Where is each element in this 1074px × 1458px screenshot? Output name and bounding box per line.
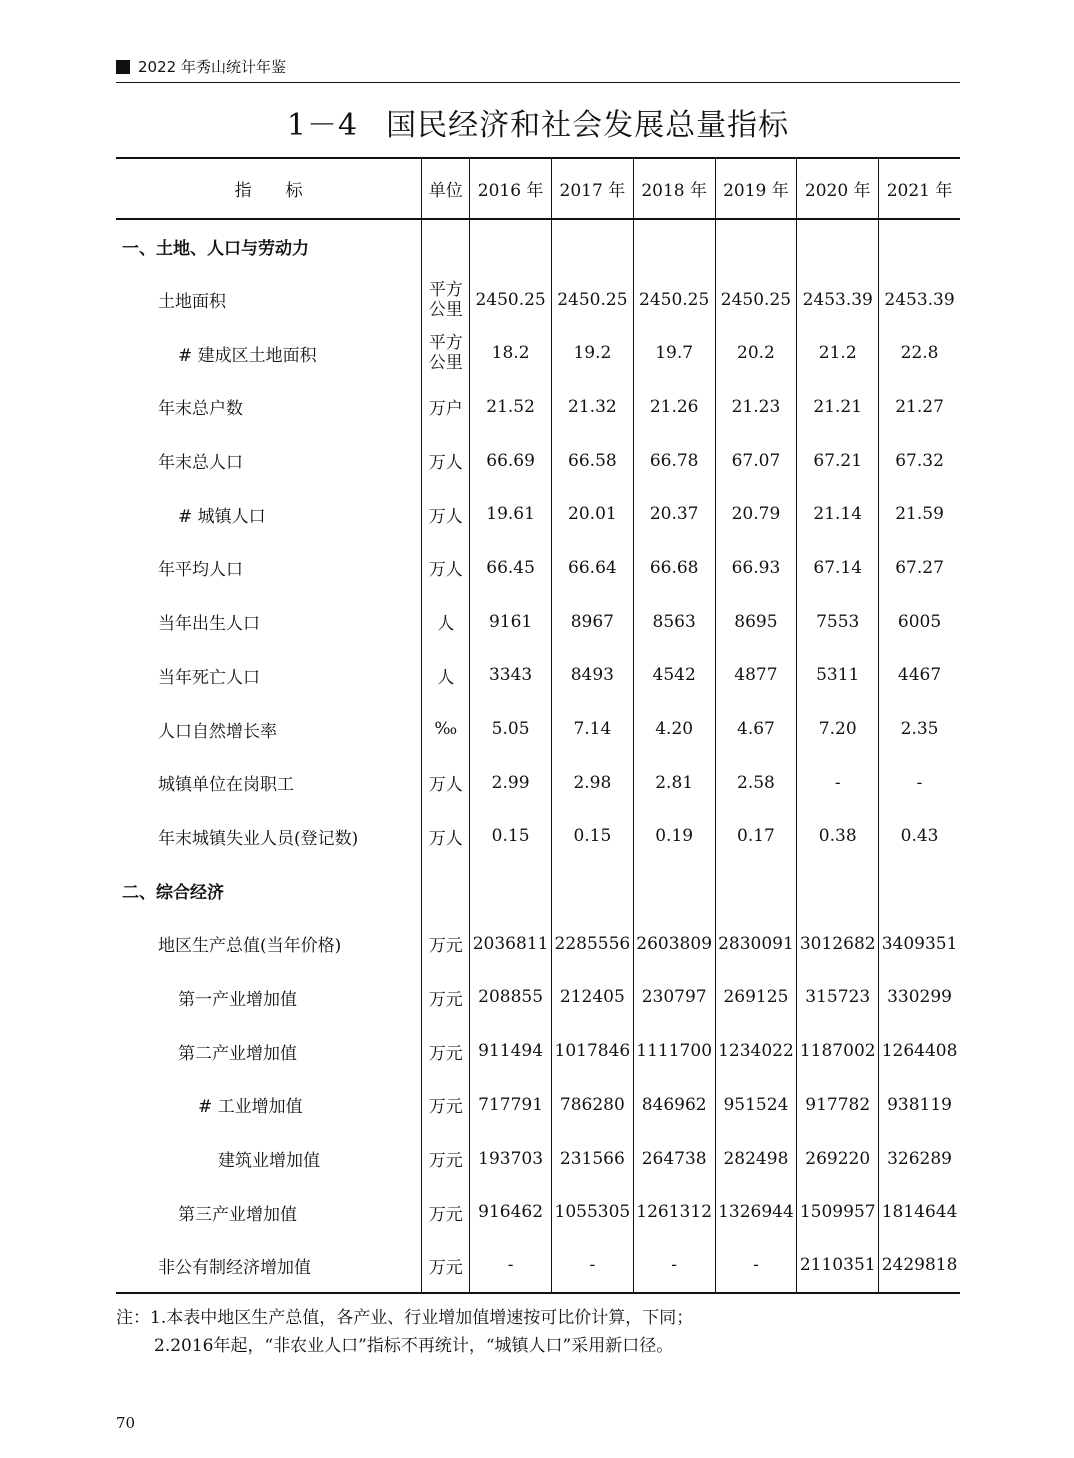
value-cell: 7.20 [797,702,879,756]
table-row [116,1185,960,1239]
indicator-name: 第三产业增加值 [178,1204,297,1225]
indicator-name: 第二产业增加值 [178,1043,297,1064]
unit-cell [422,810,470,864]
unit-text: 人 [437,614,455,635]
table-row [116,702,960,756]
value-cell [797,863,879,917]
value-cell: 22.8 [879,326,960,380]
table-code: 1－4 [286,108,359,143]
value-cell: 1017846 [551,1024,633,1078]
value-cell: 231566 [551,1132,633,1186]
value-cell: 21.23 [715,380,797,434]
unit-text: 万元 [428,1204,463,1225]
unit-cell [422,380,470,434]
value-cell: 1234022 [715,1024,797,1078]
table-row [116,326,960,380]
value-cell: 20.01 [551,487,633,541]
value-cell [470,219,552,273]
unit-cell [422,863,470,917]
value-cell: 67.21 [797,434,879,488]
value-cell: 4542 [633,649,715,703]
indicator-name: 非公有制经济增加值 [116,1239,422,1293]
value-cell: 269220 [797,1132,879,1186]
value-cell: 66.64 [551,541,633,595]
value-cell: - [633,1239,715,1293]
unit-cell [422,971,470,1025]
value-cell: 7.14 [551,702,633,756]
value-cell: 0.19 [633,810,715,864]
unit-text: ‰ [434,719,458,740]
value-cell: 21.59 [879,487,960,541]
value-cell: 1326944 [715,1185,797,1239]
indicator-name: 城镇单位在岗职工 [158,775,294,796]
value-cell: 212405 [551,971,633,1025]
value-cell [551,863,633,917]
table-row [116,487,960,541]
page-number: 70 [116,1414,136,1432]
table-row [116,1132,960,1186]
header-text: 2022 年秀山统计年鉴 [138,58,286,76]
value-cell: 717791 [470,1078,552,1132]
value-cell: 67.27 [879,541,960,595]
unit-cell [422,595,470,649]
value-cell: 4467 [879,649,960,703]
section-heading: 二、综合经济 [122,882,224,903]
value-cell: 208855 [470,971,552,1025]
value-cell: 911494 [470,1024,552,1078]
value-cell: - [797,756,879,810]
value-cell [797,219,879,273]
value-cell: 21.2 [797,326,879,380]
value-cell: - [715,1239,797,1293]
value-cell: 2.99 [470,756,552,810]
value-cell: - [470,1239,552,1293]
value-cell: 269125 [715,971,797,1025]
unit-cell [422,219,470,273]
value-cell: 2.58 [715,756,797,810]
unit-text: 平方公里 [428,279,463,320]
value-cell: 67.32 [879,434,960,488]
table-row [116,756,960,810]
value-cell: 21.21 [797,380,879,434]
unit-cell [422,1024,470,1078]
value-cell: 1509957 [797,1185,879,1239]
indicator-name: 当年死亡人口 [158,667,260,688]
value-cell: 4.20 [633,702,715,756]
table-row [116,273,960,327]
value-cell: 4877 [715,649,797,703]
indicator-name: 年末城镇失业人员(登记数) [158,828,359,849]
col-header-unit: 单位 [422,158,470,219]
table-row [116,1078,960,1132]
value-cell: 0.17 [715,810,797,864]
value-cell: 282498 [715,1132,797,1186]
unit-cell [422,917,470,971]
value-cell: 2453.39 [797,273,879,327]
table-row [116,541,960,595]
value-cell [633,219,715,273]
value-cell: 18.2 [470,326,552,380]
value-cell: 3409351 [879,917,960,971]
value-cell: 786280 [551,1078,633,1132]
indicator-name: # 工业增加值 [198,1097,303,1118]
unit-cell [422,702,470,756]
value-cell: 2450.25 [715,273,797,327]
unit-text: 平方公里 [428,333,463,374]
table-row [116,649,960,703]
value-cell: 21.32 [551,380,633,434]
value-cell: 917782 [797,1078,879,1132]
value-cell: 66.78 [633,434,715,488]
unit-text: 万人 [428,560,463,581]
col-header-2019: 2019 年 [715,158,797,219]
value-cell: 330299 [879,971,960,1025]
indicator-name: 年末总户数 [158,399,243,420]
value-cell: 2603809 [633,917,715,971]
unit-cell [422,1078,470,1132]
unit-text: 万元 [428,936,463,957]
value-cell: 21.27 [879,380,960,434]
value-cell: 846962 [633,1078,715,1132]
table-header-row [116,158,960,219]
value-cell: 21.52 [470,380,552,434]
value-cell [633,863,715,917]
value-cell: 19.2 [551,326,633,380]
value-cell: 193703 [470,1132,552,1186]
unit-cell [422,487,470,541]
col-header-2018: 2018 年 [633,158,715,219]
value-cell: 1814644 [879,1185,960,1239]
value-cell: 0.38 [797,810,879,864]
value-cell: 0.43 [879,810,960,864]
value-cell: 66.45 [470,541,552,595]
col-header-indicator: 指 标 [116,158,422,219]
value-cell: 3343 [470,649,552,703]
running-header [116,58,960,83]
value-cell: 66.58 [551,434,633,488]
indicator-name: 建筑业增加值 [218,1151,320,1172]
value-cell: 1264408 [879,1024,960,1078]
value-cell: 7553 [797,595,879,649]
value-cell: 6005 [879,595,960,649]
value-cell: 938119 [879,1078,960,1132]
table-row [116,219,960,273]
indicator-name: 土地面积 [158,292,226,313]
value-cell: 20.79 [715,487,797,541]
table-row [116,917,960,971]
table-body [116,219,960,1293]
indicator-name: 年末总人口 [158,453,243,474]
value-cell: 2.98 [551,756,633,810]
value-cell: 2.35 [879,702,960,756]
value-cell: 2453.39 [879,273,960,327]
value-cell: 21.14 [797,487,879,541]
value-cell: - [879,756,960,810]
value-cell: 21.26 [633,380,715,434]
unit-text: 万元 [428,989,463,1010]
table-row [116,1239,960,1293]
unit-cell [422,1185,470,1239]
value-cell: 2.81 [633,756,715,810]
value-cell: 67.07 [715,434,797,488]
table-row [116,863,960,917]
col-header-2020: 2020 年 [797,158,879,219]
value-cell: 0.15 [470,810,552,864]
value-cell [715,219,797,273]
value-cell: 1187002 [797,1024,879,1078]
unit-text: 万人 [428,828,463,849]
value-cell: 264738 [633,1132,715,1186]
col-header-2016: 2016 年 [470,158,552,219]
value-cell: 9161 [470,595,552,649]
table-row [116,380,960,434]
value-cell: - [551,1239,633,1293]
unit-cell [422,541,470,595]
indicator-name: 当年出生人口 [158,614,260,635]
note-line-1: 注：1.本表中地区生产总值，各产业、行业增加值增速按可比价计算，下同； [116,1308,694,1328]
value-cell: 2450.25 [470,273,552,327]
value-cell: 951524 [715,1078,797,1132]
unit-cell [422,1239,470,1293]
value-cell: 1055305 [551,1185,633,1239]
indicator-table [116,157,960,1294]
table-notes [116,1304,960,1360]
value-cell: 4.67 [715,702,797,756]
value-cell: 2110351 [797,1239,879,1293]
value-cell: 326289 [879,1132,960,1186]
value-cell: 5.05 [470,702,552,756]
value-cell: 3012682 [797,917,879,971]
value-cell: 66.93 [715,541,797,595]
value-cell: 8967 [551,595,633,649]
table-row [116,1024,960,1078]
col-header-2021: 2021 年 [879,158,960,219]
indicator-name: # 城镇人口 [178,506,266,527]
table-title: 国民经济和社会发展总量指标 [386,108,790,143]
value-cell [551,219,633,273]
unit-cell [422,649,470,703]
page-title [116,100,960,144]
value-cell: 20.2 [715,326,797,380]
value-cell [879,863,960,917]
unit-cell [422,1132,470,1186]
value-cell: 916462 [470,1185,552,1239]
unit-text: 万元 [428,1043,463,1064]
table-row [116,595,960,649]
unit-text: 万元 [428,1257,463,1278]
table-row [116,434,960,488]
section-heading: 一、土地、人口与劳动力 [122,238,309,259]
value-cell: 66.69 [470,434,552,488]
value-cell: 8493 [551,649,633,703]
value-cell: 5311 [797,649,879,703]
table-row [116,810,960,864]
table-row [116,971,960,1025]
unit-text: 万人 [428,775,463,796]
value-cell: 1261312 [633,1185,715,1239]
value-cell: 2285556 [551,917,633,971]
value-cell: 19.7 [633,326,715,380]
value-cell: 66.68 [633,541,715,595]
unit-cell [422,326,470,380]
value-cell: 20.37 [633,487,715,541]
unit-text: 万元 [428,1097,463,1118]
value-cell: 2429818 [879,1239,960,1293]
value-cell: 2450.25 [633,273,715,327]
indicator-name: 年平均人口 [158,560,243,581]
unit-cell [422,756,470,810]
value-cell: 8695 [715,595,797,649]
value-cell: 2036811 [470,917,552,971]
unit-text: 万户 [428,399,463,420]
unit-text: 万人 [428,506,463,527]
value-cell [470,863,552,917]
indicator-name: 地区生产总值(当年价格) [158,936,342,957]
note-line-2: 2.2016年起，“非农业人口”指标不再统计，“城镇人口”采用新口径。 [154,1336,674,1356]
value-cell: 0.15 [551,810,633,864]
header-square-icon [116,60,130,74]
value-cell: 1111700 [633,1024,715,1078]
unit-text: 人 [437,667,455,688]
value-cell: 2830091 [715,917,797,971]
indicator-name: 第一产业增加值 [178,989,297,1010]
unit-text: 万人 [428,453,463,474]
value-cell: 19.61 [470,487,552,541]
value-cell: 2450.25 [551,273,633,327]
unit-text: 万元 [428,1151,463,1172]
value-cell [715,863,797,917]
value-cell: 315723 [797,971,879,1025]
value-cell: 67.14 [797,541,879,595]
indicator-name: # 建成区土地面积 [178,345,317,366]
value-cell: 230797 [633,971,715,1025]
unit-cell [422,273,470,327]
value-cell: 8563 [633,595,715,649]
indicator-name: 人口自然增长率 [158,721,277,742]
col-header-2017: 2017 年 [551,158,633,219]
unit-cell [422,434,470,488]
value-cell [879,219,960,273]
